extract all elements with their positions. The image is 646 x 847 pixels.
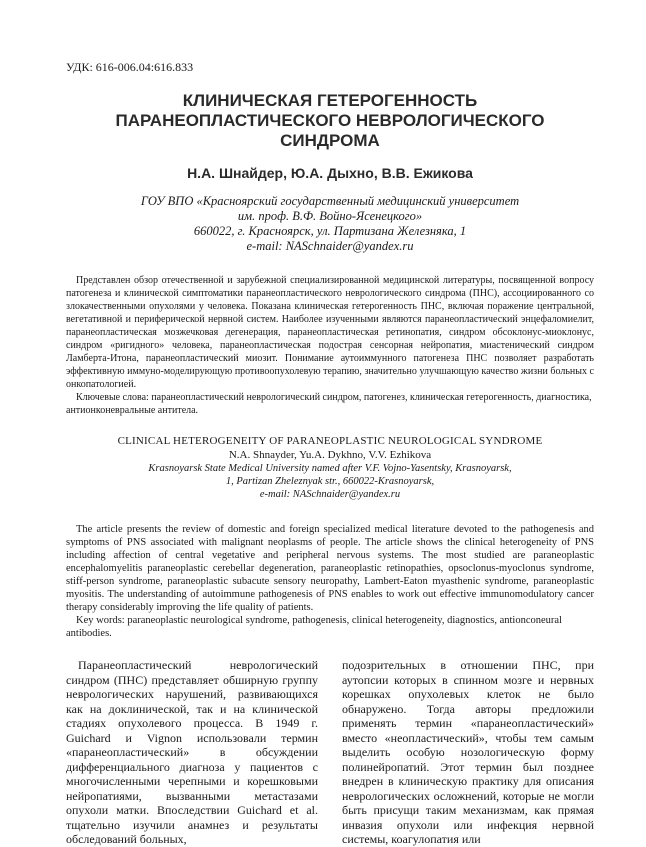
abstract-ru: Представлен обзор отечественной и зарубежной специализированной медицинской литературы, посвященной вопросу патогенеза и клинической симптоматики паранеопластического неврологического синдрома (ПНС), ассоциированного со злокачественными опухолями у человека. Показана клиническая гетерогенность ПНС, включая поражение центральной, вегетативной и периферической нервной систем. Наиболее изученными являются паранеопластический энцефаломиелит, паранеопластическая мозжечковая дегенерация, паранеопластическая ретинопатия, синдром обсоклонус-миоклонус, синдром «ригидного» человека, паранеопластическая подострая сенсорная нейропатия, миастенический синдром Ламберта-Итона, паранеопластический миозит. Понимание аутоиммунного патогенеза ПНС позволяет разработать эффективную иммуно-моделирующую противоопухолевую терапию, значительно улучшающую качество жизни больных с онкопатологией. (66, 275, 594, 390)
affiliation-email: e-mail: NASchnaider@yandex.ru (246, 239, 414, 253)
english-title: CLINICAL HETEROGENEITY OF PARANEOPLASTIC NEUROLOGICAL SYNDROME (117, 435, 543, 447)
english-affiliation-line: 1, Partizan Zheleznyak str., 660022-Krasnoyarsk, (225, 476, 435, 487)
title-line: СИНДРОМА (280, 131, 380, 150)
body-columns (66, 658, 594, 847)
english-authors: N.A. Shnayder, Yu.A. Dykhno, V.V. Ezhikova (228, 449, 432, 461)
udc-code: УДК: 616-006.04:616.833 (66, 60, 194, 74)
english-affiliation-line: Krasnoyarsk State Medical University named after V.F. Vojno-Yasentsky, Krasnoyarsk, (148, 463, 512, 474)
affiliation-line: ГОУ ВПО «Красноярский государственный медицинский университет (140, 194, 520, 208)
abstract-en: The article presents the review of domestic and foreign specialized medical literature devoted to the pathogenesis and symptoms of PNS associated with malignant neoplasms of people. The article shows the clinical heterogeneity of PNS including affection of central vegetative and peripheral nervous systems. The most studied are paraneoplastic encephalomyelitis paraneoplastic cerebellar degeneration, paraneoplastic retinopathies, opsoclonus-myoclonus syndrome, stiff-person syndrome, paraneoplastic subacute sensory neuropathy, Lambert-Eaton myasthenic syndrome, paraneoplastic myositis. The understanding of autoimmune pathogenesis of PNS enables to work out effective immunomodulatory cancer therapy considerably improving the life quality of patients. (66, 524, 594, 613)
title-line: ПАРАНЕОПЛАСТИЧЕСКОГО НЕВРОЛОГИЧЕСКОГО (115, 111, 545, 130)
keywords-ru: Ключевые слова: паранеопластический неврологический синдром, патогенез, клиническая гетерогенность, диагностика, антионконевральные антитела. (66, 392, 592, 416)
authors: Н.А. Шнайдер, Ю.А. Дыхно, В.В. Ежикова (187, 165, 473, 181)
affiliation-line: им. проф. В.Ф. Войно-Ясенецкого» (237, 209, 423, 223)
body-column-left (66, 658, 318, 847)
english-affiliation-email: e-mail: NASchnaider@yandex.ru (259, 489, 401, 500)
title-line: КЛИНИЧЕСКАЯ ГЕТЕРОГЕННОСТЬ (182, 91, 478, 110)
keywords-en: Key words: paraneoplastic neurological syndrome, pathogenesis, clinical heterogeneity, diagnostics, antionconeural antibodies. (66, 615, 562, 639)
affiliation-line: 660022, г. Красноярск, ул. Партизана Железняка, 1 (193, 224, 467, 238)
body-column-right (342, 658, 594, 847)
body-paragraph: подозрительных в отношении ПНС, при аутопсии которых в спинном мозге и нервных корешках опухолевых клеток не было обнаружено. Тогда авторы предложили применять термин «паранеопластический» вместо «неопластический», чтобы тем самым выделить особую нозологическую форму полинейропатий. Этот термин был позднее внедрен в клиническую практику для описания неврологических осложнений, которые не могли быть присущи таким механизмам, как прямая инвазия опухоли или инфекция нервной системы, коагулопатия или (342, 658, 594, 846)
english-affiliation (66, 462, 594, 501)
article-title (66, 91, 594, 151)
body-paragraph: Паранеопластический неврологический синдром (ПНС) представляет обширную группу неврологических нарушений, развивающихся как на доклинической, так и на клинической стадиях опухолевого процесса. В 1949 г. Guichard и Vignon использовали термин «паранеопластический» в обсуждении дифференциального диагноза у пациентов с многочисленными черепными и корешковыми нейропатиями, вызванными метастазами опухоли матки. Впоследствии Guichard et al. тщательно изучили анамнез и результаты обследований больных, (66, 658, 318, 846)
affiliation (66, 194, 594, 254)
